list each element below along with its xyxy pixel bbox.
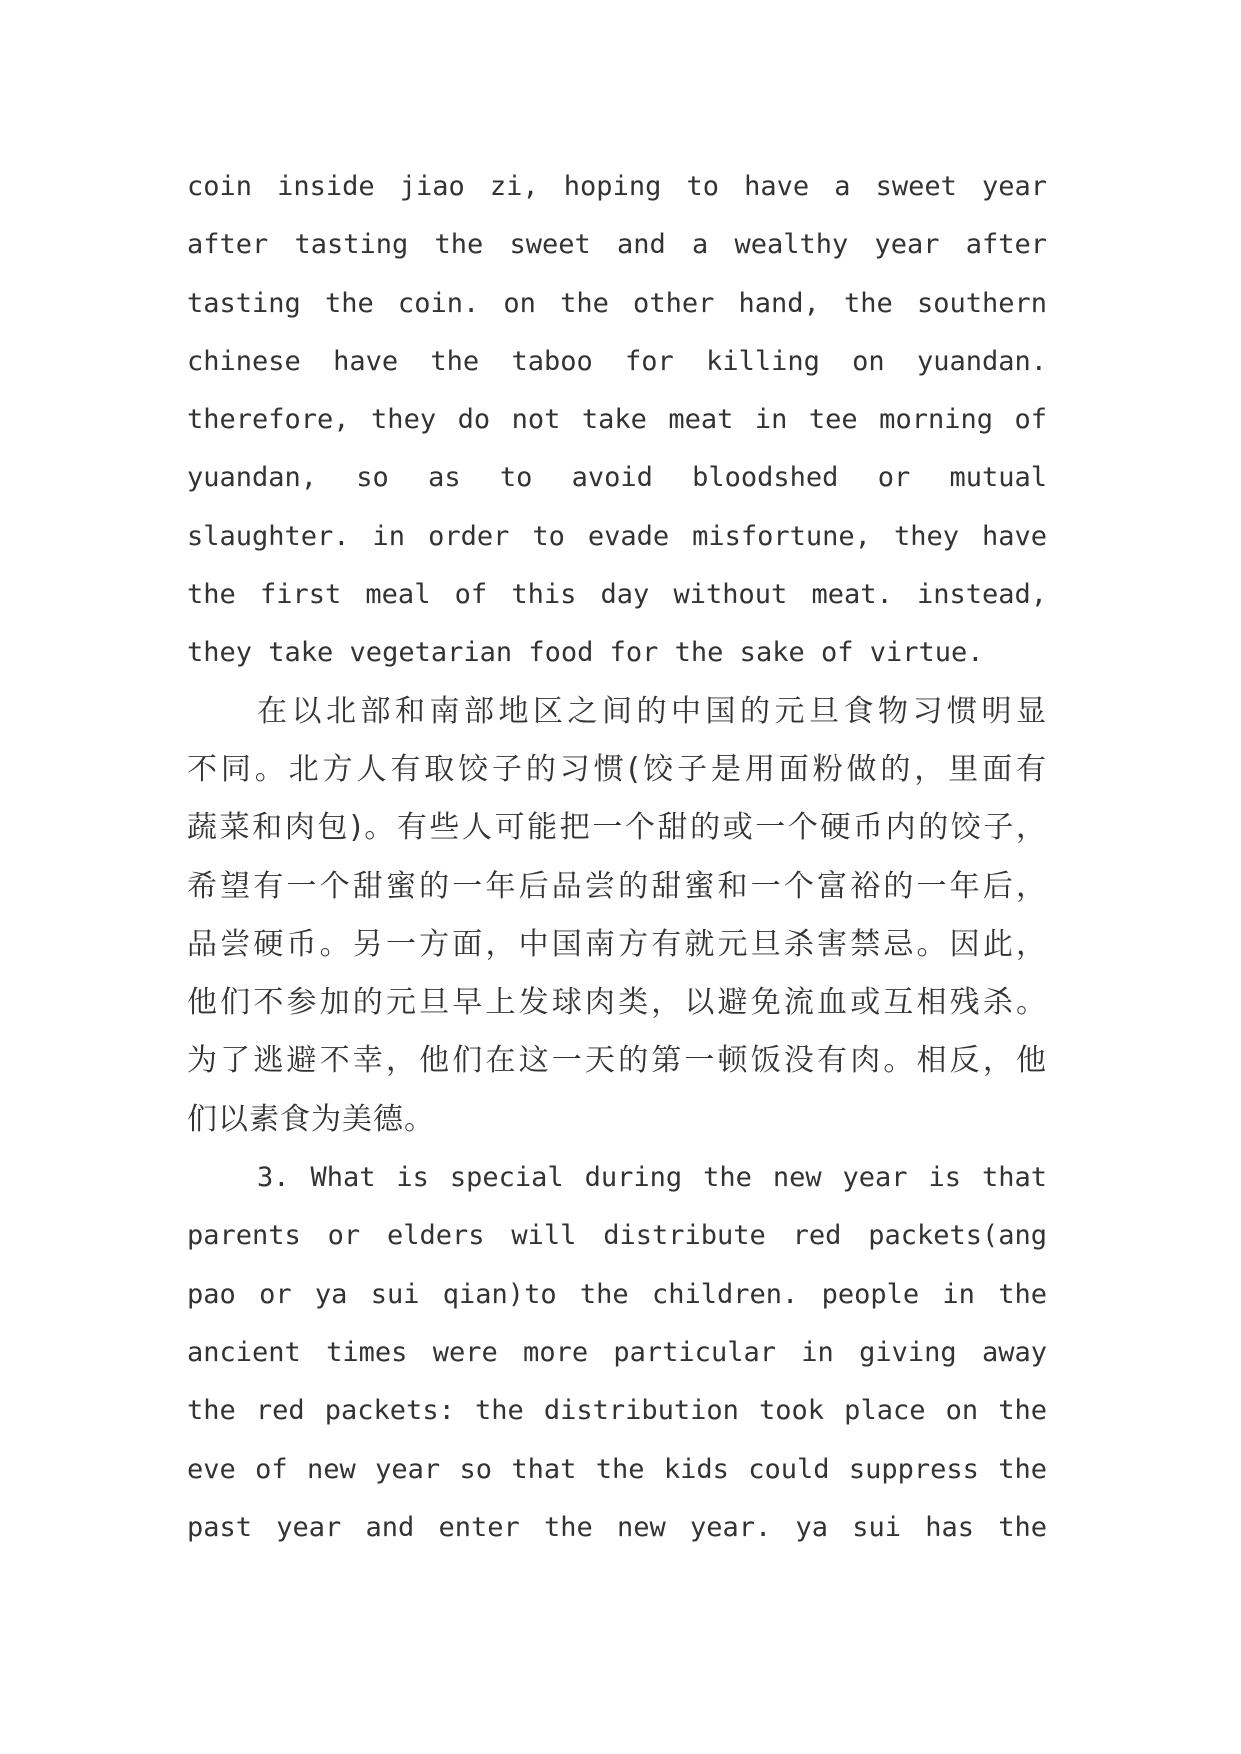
text-line: eve of new year so that the kids could suppress the bbox=[187, 1453, 1047, 1485]
text-line: ancient times were more particular in giving away bbox=[187, 1336, 1047, 1368]
text-line: therefore, they do not take meat in tee morning of bbox=[187, 404, 1047, 436]
text-line: 为了逃避不幸，他们在这一天的第一顿饭没有肉。相反，他 bbox=[187, 1043, 1047, 1079]
text-line: chinese have the taboo for killing on yuandan. bbox=[187, 345, 1047, 377]
english-paragraph-2 bbox=[187, 1149, 1047, 1557]
text-line: 不同。北方人有取饺子的习惯(饺子是用面粉做的，里面有 bbox=[187, 751, 1047, 787]
text-line: past year and enter the new year. ya sui has the bbox=[187, 1511, 1047, 1543]
document-body bbox=[187, 158, 1047, 1557]
text-line: the first meal of this day without meat. instead, bbox=[187, 579, 1047, 611]
english-paragraph-1 bbox=[187, 158, 1047, 683]
text-line: 希望有一个甜蜜的一年后品尝的甜蜜和一个富裕的一年后， bbox=[187, 868, 1047, 904]
text-line: they take vegetarian food for the sake of virtue. bbox=[187, 637, 984, 669]
text-line: yuandan, so as to avoid bloodshed or mutual bbox=[187, 462, 1047, 494]
text-line: slaughter. in order to evade misfortune, they have bbox=[187, 520, 1047, 552]
text-line: the red packets: the distribution took place on the bbox=[187, 1395, 1047, 1427]
text-line: 在以北部和南部地区之间的中国的元旦食物习惯明显 bbox=[257, 693, 1047, 729]
text-line: 3. What is special during the new year is that bbox=[257, 1162, 1047, 1194]
chinese-paragraph bbox=[187, 683, 1047, 1149]
text-line: 蔬菜和肉包)。有些人可能把一个甜的或一个硬币内的饺子， bbox=[187, 810, 1047, 846]
text-line: 品尝硬币。另一方面，中国南方有就元旦杀害禁忌。因此， bbox=[187, 926, 1047, 962]
text-line: pao or ya sui qian)to the children. people in the bbox=[187, 1278, 1047, 1310]
text-line: 们以素食为美德。 bbox=[187, 1101, 435, 1137]
text-line: coin inside jiao zi, hoping to have a sweet year bbox=[187, 171, 1047, 202]
text-line: 他们不参加的元旦早上发球肉类，以避免流血或互相残杀。 bbox=[187, 985, 1047, 1021]
text-line: parents or elders will distribute red packets(ang bbox=[187, 1220, 1047, 1252]
text-line: tasting the coin. on the other hand, the southern bbox=[187, 287, 1047, 319]
text-line: after tasting the sweet and a wealthy year after bbox=[187, 229, 1047, 261]
